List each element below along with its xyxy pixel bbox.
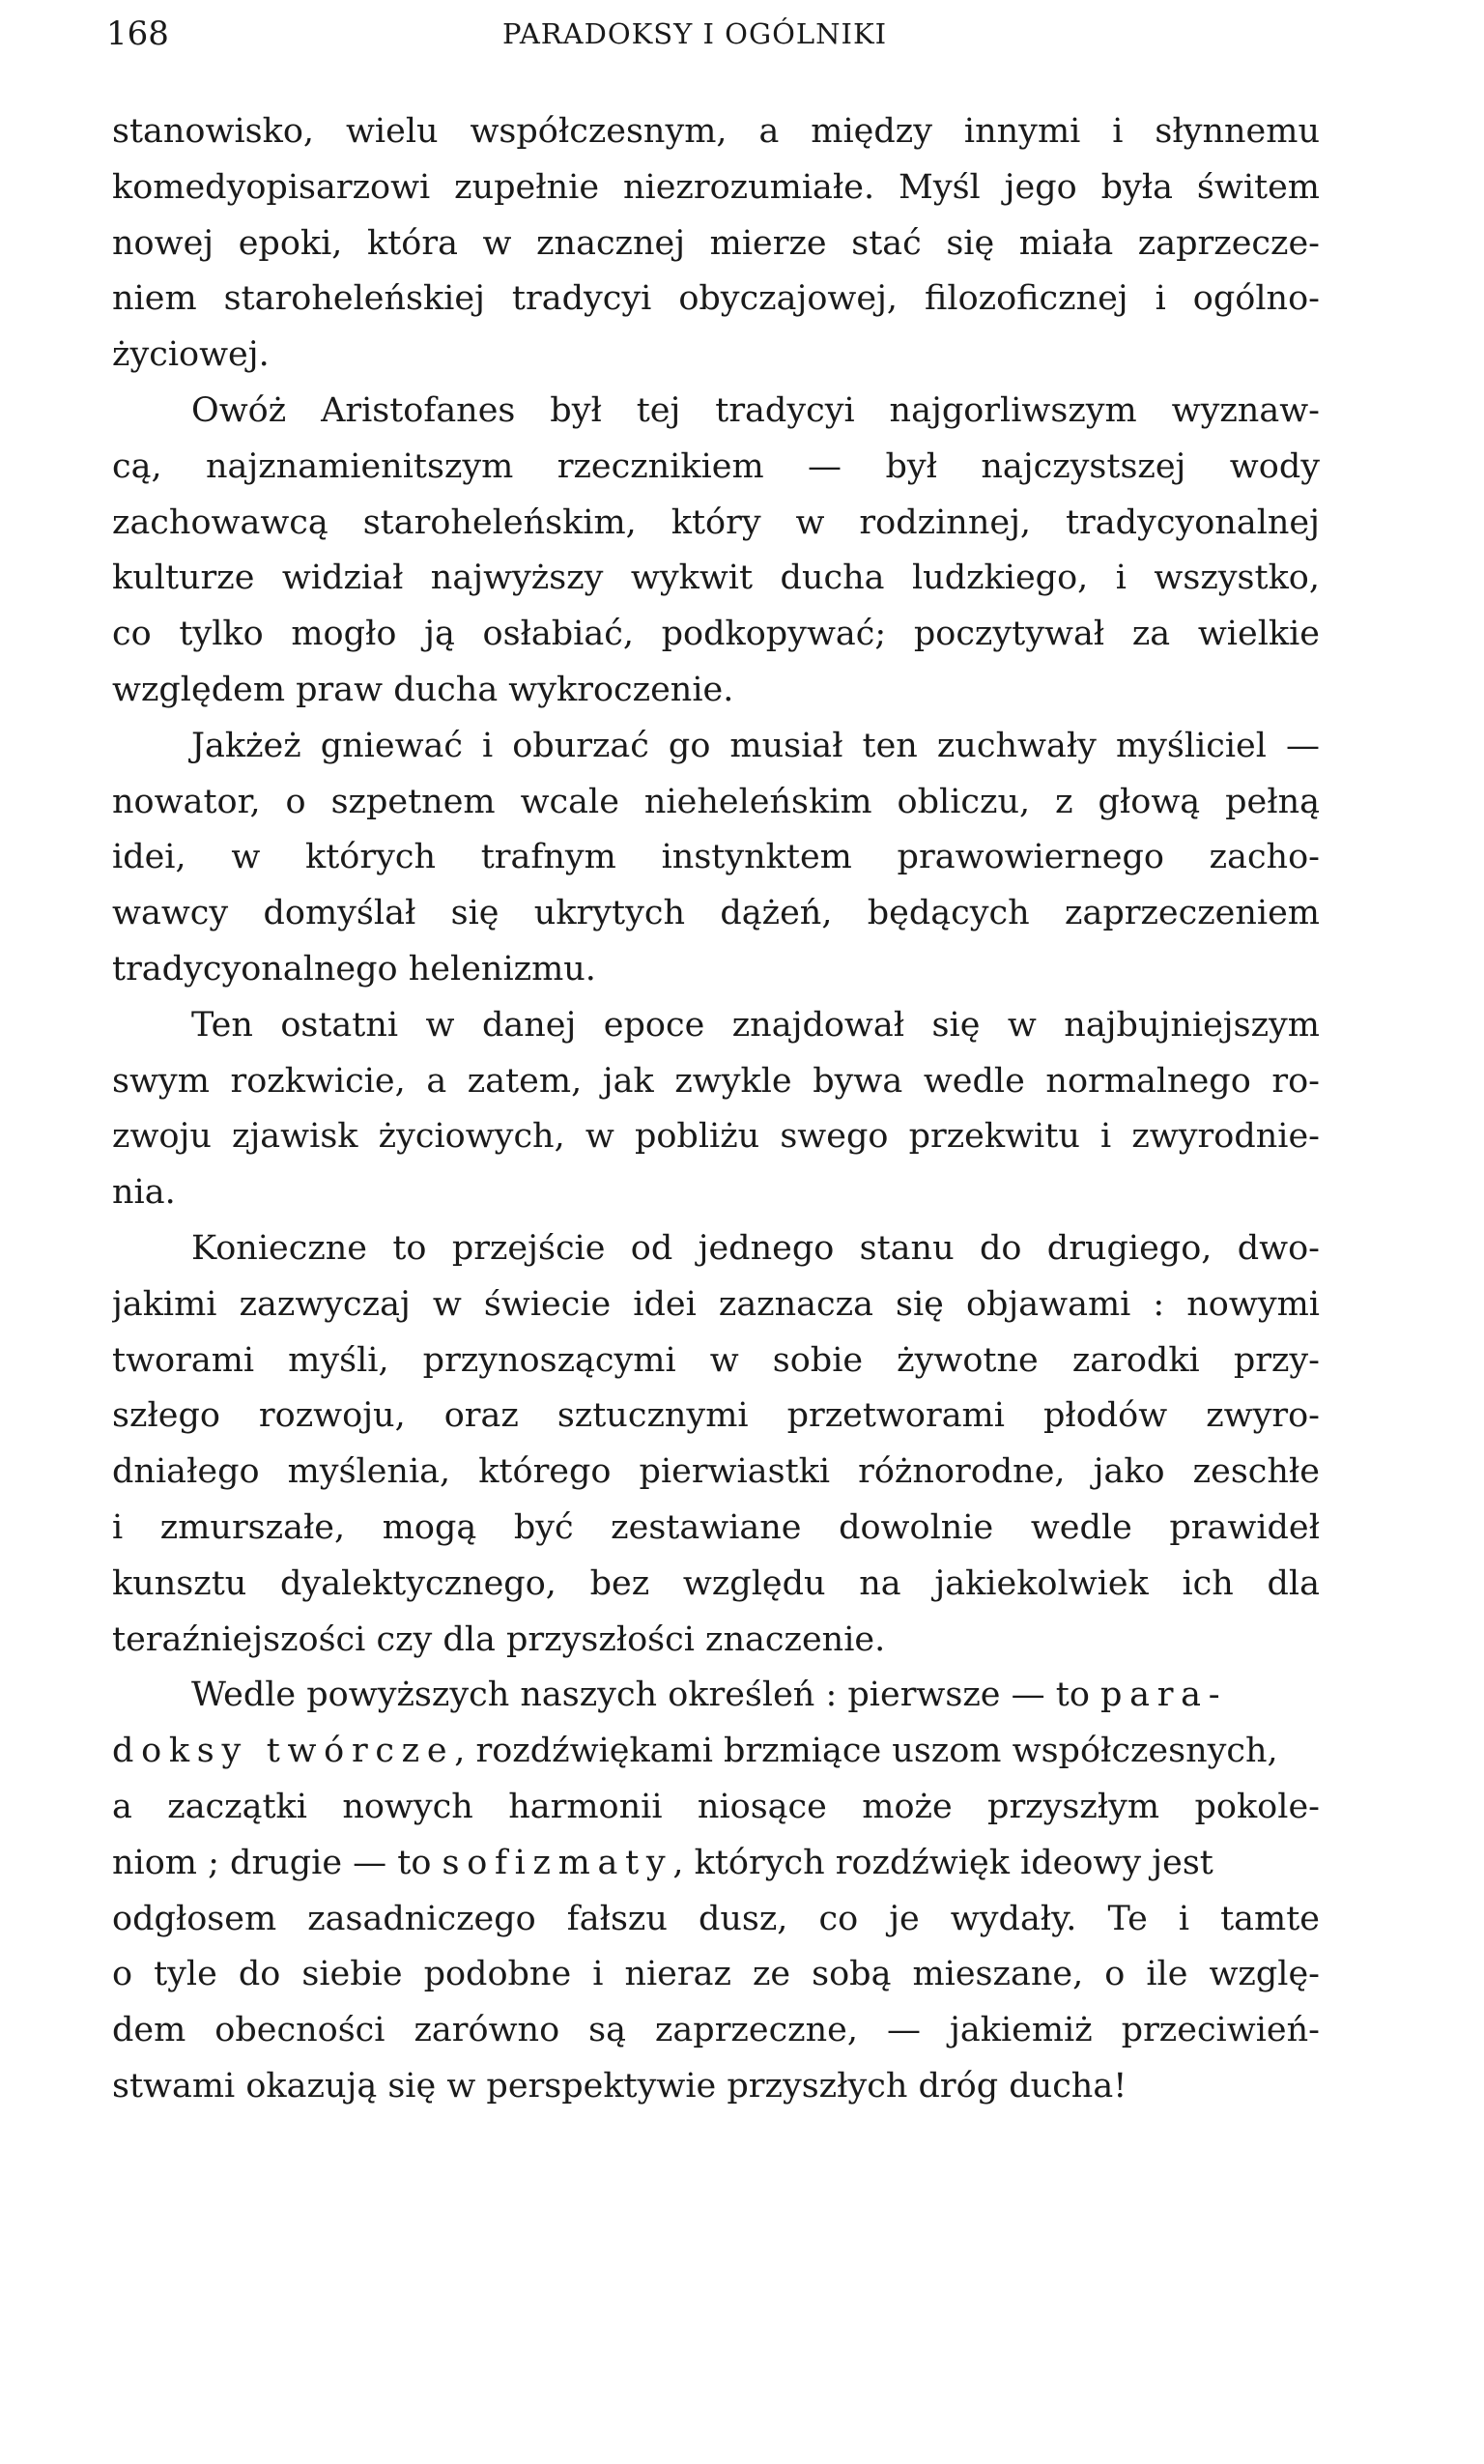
text-line: Konieczne to przejście od jednego stanu do drugiego, dwo- xyxy=(191,1228,1320,1268)
text-line: nowator, o szpetnem wcale nieheleńskim obliczu, z głową pełną xyxy=(112,782,1320,821)
text-line: życiowej. xyxy=(112,335,270,375)
text-line: idei, w których trafnym instynktem prawowiernego zacho- xyxy=(112,838,1320,877)
text-line: Jakżeż gniewać i oburzać go musiał ten zuchwały myśliciel — xyxy=(191,726,1320,765)
page-number: 168 xyxy=(106,14,169,53)
text-line: niem staroheleńskiej tradycyi obyczajowej, filozoficznej i ogólno- xyxy=(112,279,1320,319)
text-line xyxy=(112,1836,1320,1892)
spaced-term: sofizmaty xyxy=(442,1843,673,1882)
text-line: odgłosem zasadniczego fałszu dusz, co je wydały. Te i tamte xyxy=(112,1899,1320,1938)
running-header xyxy=(106,10,1320,58)
text-line: kunsztu dyalektycznego, bez względu na jakiekolwiek ich dla xyxy=(112,1563,1320,1603)
text-line: szłego rozwoju, oraz sztucznymi przetworami płodów zwyro- xyxy=(112,1396,1320,1436)
text-line: względem praw ducha wykroczenie. xyxy=(112,670,734,709)
spaced-term: doksy twórcze xyxy=(112,1732,455,1771)
text-segment: , których rozdźwięk ideowy jest xyxy=(672,1843,1213,1882)
text-line: co tylko mogło ją osłabiać, podkopywać; poczytywał za wielkie xyxy=(112,615,1320,654)
spaced-term: para- xyxy=(1100,1676,1228,1715)
text-line: tworami myśli, przynoszącymi w sobie żywotne zarodki przy- xyxy=(112,1340,1320,1380)
text-line: teraźniejszości czy dla przyszłości znaczenie. xyxy=(112,1619,886,1659)
text-line: Owóż Aristofanes był tej tradycyi najgorliwszym wyznaw- xyxy=(191,390,1320,430)
text-line: komedyopisarzowi zupełnie niezrozumiałe. Myśl jego była świtem xyxy=(112,167,1320,207)
text-line: Ten ostatni w danej epoce znajdował się w najbujniejszym xyxy=(191,1005,1320,1045)
text-line: a zaczątki nowych harmonii niosące może przyszłym pokole- xyxy=(112,1787,1320,1826)
text-line: cą, najznamienitszym rzecznikiem — był najczystszej wody xyxy=(112,446,1320,486)
text-segment: , rozdźwiękami brzmiące uszom współczesnych, xyxy=(454,1732,1278,1771)
text-segment: niom ; drugie — to xyxy=(112,1843,442,1882)
text-line: i zmurszałe, mogą być zestawiane dowolnie wedle prawideł xyxy=(112,1507,1320,1547)
text-line: stanowisko, wielu współczesnym, a między innymi i słynnemu xyxy=(112,112,1320,151)
text-line xyxy=(112,1724,1320,1780)
text-line: o tyle do siebie podobne i nieraz ze sobą mieszane, o ile wzglę- xyxy=(112,1955,1320,1994)
running-title: PARADOKSY I OGÓLNIKI xyxy=(502,17,888,50)
text-line: tradycyonalnego helenizmu. xyxy=(112,949,596,988)
text-line: zachowawcą staroheleńskim, który w rodzinnej, tradycyonalnej xyxy=(112,502,1320,542)
text-segment: Wedle powyższych naszych określeń : pierwsze — to xyxy=(191,1676,1101,1715)
text-line: dniałego myślenia, którego pierwiastki różnorodne, jako zeschłe xyxy=(112,1452,1320,1492)
text-line: nowej epoki, która w znacznej mierze stać się miała zaprzecze- xyxy=(112,223,1320,263)
text-line: dem obecności zarówno są zaprzeczne, — jakiemiż przeciwień- xyxy=(112,2011,1320,2050)
text-line: jakimi zazwyczaj w świecie idei zaznacza się objawami : nowymi xyxy=(112,1284,1320,1324)
text-line: zwoju zjawisk życiowych, w pobliżu swego przekwitu i zwyrodnie- xyxy=(112,1117,1320,1157)
text-line: kulturze widział najwyższy wykwit ducha ludzkiego, i wszystko, xyxy=(112,559,1320,598)
text-line: wawcy domyślał się ukrytych dążeń, będących zaprzeczeniem xyxy=(112,894,1320,933)
text-line: stwami okazują się w perspektywie przyszłych dróg ducha! xyxy=(112,2066,1127,2106)
text-line: swym rozkwicie, a zatem, jak zwykle bywa wedle normalnego ro- xyxy=(112,1061,1320,1101)
text-line xyxy=(112,1668,1320,1724)
text-line: nia. xyxy=(112,1173,176,1213)
page-body xyxy=(112,104,1320,2115)
